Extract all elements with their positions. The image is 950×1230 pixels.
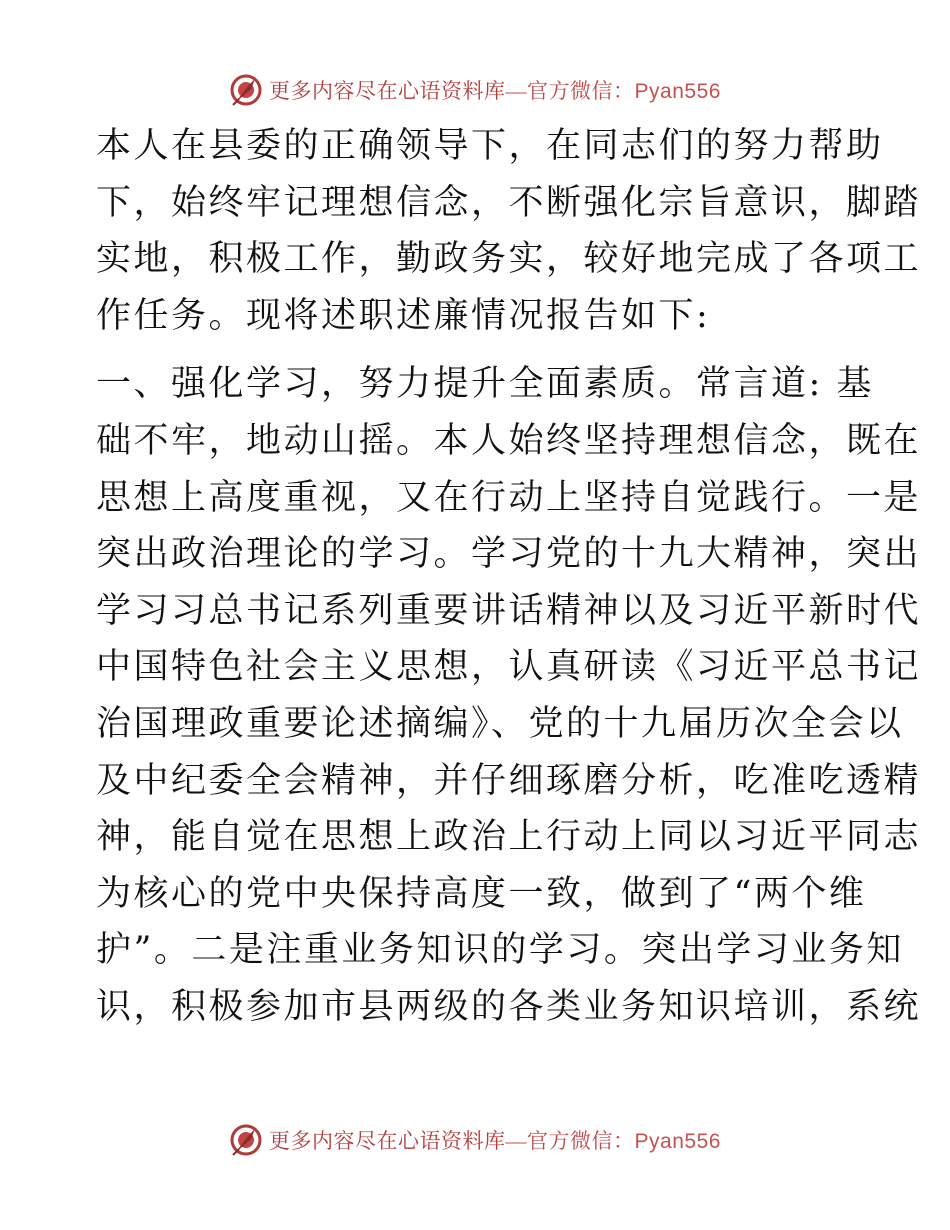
watermark-label: 官方微信： <box>527 1129 635 1153</box>
text-line: 础不牢，地动山摇。本人始终坚持理想信念，既在 <box>96 420 922 461</box>
header-watermark <box>0 70 950 110</box>
paragraph-section-one <box>96 356 922 1035</box>
quill-seal-logo-icon <box>229 1123 263 1157</box>
text-line: 实地，积极工作，勤政务实，较好地完成了各项工 <box>96 239 922 280</box>
watermark-site-text: 更多内容尽在心语资料库 <box>269 79 506 103</box>
footer-watermark <box>0 1120 950 1160</box>
text-line: 思想上高度重视，又在行动上坚持自觉践行。一是 <box>96 477 922 518</box>
watermark-id: Pyan556 <box>634 80 721 103</box>
text-line: 识，积极参加市县两级的各类业务知识培训，系统 <box>96 986 922 1027</box>
text-line: 下，始终牢记理想信念，不断强化宗旨意识，脚踏 <box>96 182 922 223</box>
text-line: 一、强化学习，努力提升全面素质。常言道: 基 <box>96 364 874 405</box>
watermark-text <box>269 1125 721 1155</box>
watermark-site-text: 更多内容尽在心语资料库 <box>269 1129 506 1153</box>
text-line: 本人在县委的正确领导下，在同志们的努力帮助 <box>96 126 884 166</box>
text-line: 治国理政重要论述摘编》、党的十九届历次全会以 <box>96 703 904 744</box>
watermark-separator: — <box>505 1129 528 1153</box>
quill-seal-logo-icon <box>229 73 263 107</box>
text-line: 学习习总书记系列重要讲话精神以及习近平新时代 <box>96 590 922 631</box>
text-line: 突出政治理论的学习。学习党的十九大精神，突出 <box>96 534 922 575</box>
text-line: 神，能自觉在思想上政治上行动上同以习近平同志 <box>96 817 922 858</box>
text-line: 及中纪委全会精神，并仔细琢磨分析，吃准吃透精 <box>96 760 922 801</box>
watermark-separator: — <box>505 79 528 103</box>
paragraph-intro <box>96 118 922 344</box>
document-body <box>96 118 922 1036</box>
text-line: 中国特色社会主义思想，认真研读《习近平总书记 <box>96 647 922 688</box>
text-line: 护”。二是注重业务知识的学习。突出学习业务知 <box>96 930 904 971</box>
watermark-label: 官方微信： <box>527 79 635 103</box>
watermark-text <box>269 75 721 105</box>
text-line: 作任务。现将述职述廉情况报告如下: <box>96 295 711 336</box>
text-line: 为核心的党中央保持高度一致，做到了“两个维 <box>96 873 867 914</box>
watermark-id: Pyan556 <box>634 1130 721 1153</box>
